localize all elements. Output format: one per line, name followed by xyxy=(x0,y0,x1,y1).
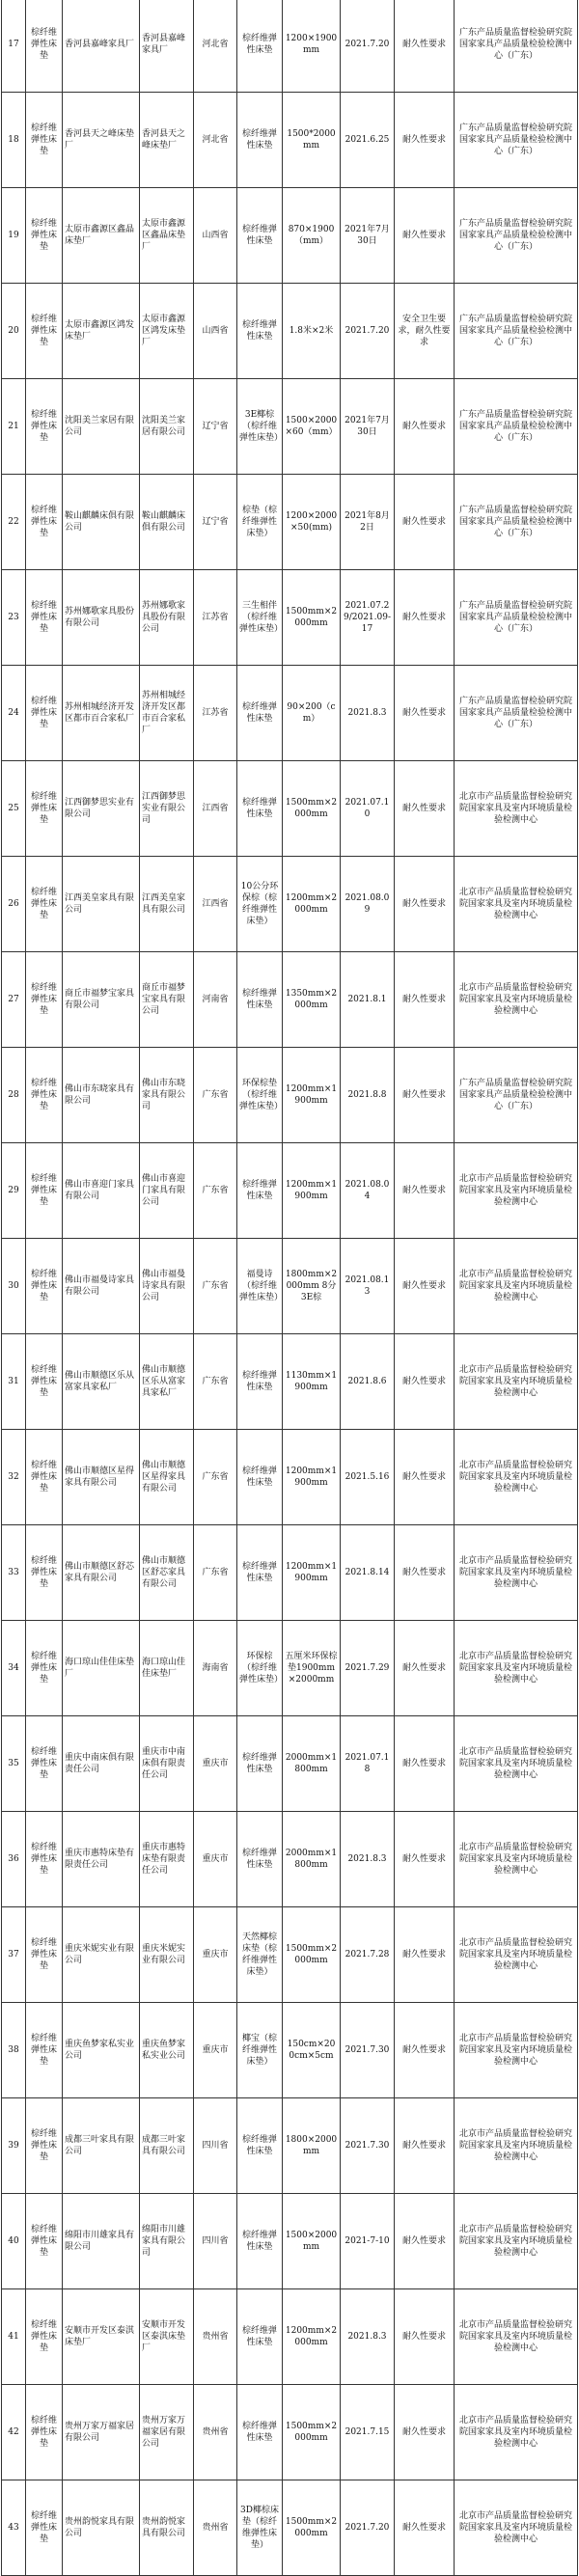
producer-cell: 贵州万家万福家居有限公司 xyxy=(63,2385,140,2480)
model-cell: 环保棕垫（棕纤维弹性床垫） xyxy=(237,1048,283,1143)
inspection-agency-cell: 广东产品质量监督检验研究院国家家具产品质量检验检测中心（广东） xyxy=(455,188,578,284)
province-cell: 广东省 xyxy=(194,1525,237,1621)
row-number-cell: 23 xyxy=(2,570,26,666)
marked-producer-cell: 江西御梦思实业有限公司 xyxy=(140,761,194,857)
row-number-cell: 37 xyxy=(2,1907,26,2003)
table-body xyxy=(2,0,578,2576)
failed-item-cell: 耐久性要求 xyxy=(395,1716,455,1812)
production-date-cell: 2021.5.16 xyxy=(341,1430,395,1525)
failed-item-cell: 耐久性要求 xyxy=(395,1143,455,1239)
failed-item-cell: 耐久性要求 xyxy=(395,1812,455,1907)
table-row xyxy=(2,2194,578,2289)
row-number-cell: 40 xyxy=(2,2194,26,2289)
spec-cell: 五厘米环保棕垫1900mm×2000mm xyxy=(283,1621,341,1716)
producer-cell: 贵州韵悦家具有限公司 xyxy=(63,2480,140,2576)
row-number-cell: 24 xyxy=(2,666,26,761)
inspection-agency-cell: 广东产品质量监督检验研究院国家家具产品质量检验检测中心（广东） xyxy=(455,0,578,93)
failed-item-cell: 耐久性要求 xyxy=(395,2003,455,2098)
table-row xyxy=(2,0,578,93)
production-date-cell: 2021.6.25 xyxy=(341,93,395,188)
failed-item-cell: 耐久性要求 xyxy=(395,761,455,857)
producer-cell: 太原市鑫源区鸿发床垫厂 xyxy=(63,284,140,379)
table-row xyxy=(2,2480,578,2576)
row-number-cell: 38 xyxy=(2,2003,26,2098)
spec-cell: 1200×2000×50(mm) xyxy=(283,475,341,570)
failed-item-cell: 耐久性要求 xyxy=(395,379,455,475)
marked-producer-cell: 苏州娜歌家具股份有限公司 xyxy=(140,570,194,666)
production-date-cell: 2021.7.20 xyxy=(341,284,395,379)
product-name-cell: 棕纤维弹性床垫 xyxy=(26,1907,63,2003)
producer-cell: 香河县天之峰床垫厂 xyxy=(63,93,140,188)
inspection-table xyxy=(1,0,578,2576)
product-name-cell: 棕纤维弹性床垫 xyxy=(26,284,63,379)
spec-cell: 1200mm×1900mm xyxy=(283,1525,341,1621)
inspection-agency-cell: 广东产品质量监督检验研究院国家家具产品质量检验检测中心（广东） xyxy=(455,379,578,475)
model-cell: 3E椰棕（棕纤维弹性床垫） xyxy=(237,379,283,475)
model-cell: 棕垫（棕纤维弹性床垫） xyxy=(237,475,283,570)
marked-producer-cell: 沈阳美兰家居有限公司 xyxy=(140,379,194,475)
model-cell: 三生相伴（棕纤维弹性床垫） xyxy=(237,570,283,666)
product-name-cell: 棕纤维弹性床垫 xyxy=(26,1430,63,1525)
inspection-agency-cell: 北京市产品质量监督检验研究院国家家具及室内环境质量检验检测中心 xyxy=(455,1716,578,1812)
province-cell: 山西省 xyxy=(194,188,237,284)
table-row xyxy=(2,284,578,379)
producer-cell: 成都三叶家具有限公司 xyxy=(63,2098,140,2194)
producer-cell: 绵阳市川雄家具有限公司 xyxy=(63,2194,140,2289)
production-date-cell: 2021.07.18 xyxy=(341,1716,395,1812)
inspection-agency-cell: 北京市产品质量监督检验研究院国家家具及室内环境质量检验检测中心 xyxy=(455,1143,578,1239)
model-cell: 棕纤维弹性床垫 xyxy=(237,666,283,761)
table-row xyxy=(2,188,578,284)
row-number-cell: 31 xyxy=(2,1334,26,1430)
producer-cell: 重庆市惠特床垫有限责任公司 xyxy=(63,1812,140,1907)
marked-producer-cell: 贵州万家万福家居有限公司 xyxy=(140,2385,194,2480)
producer-cell: 江西御梦思实业有限公司 xyxy=(63,761,140,857)
spec-cell: 90×200（cm） xyxy=(283,666,341,761)
province-cell: 江西省 xyxy=(194,857,237,952)
producer-cell: 安顺市开发区泰淇床垫厂 xyxy=(63,2289,140,2385)
production-date-cell: 2021.08.13 xyxy=(341,1239,395,1334)
product-name-cell: 棕纤维弹性床垫 xyxy=(26,0,63,93)
marked-producer-cell: 江西美皇家具有限公司 xyxy=(140,857,194,952)
model-cell: 棕纤维弹性床垫 xyxy=(237,0,283,93)
table-row xyxy=(2,1239,578,1334)
province-cell: 广东省 xyxy=(194,1143,237,1239)
inspection-agency-cell: 北京市产品质量监督检验研究院国家家具及室内环境质量检验检测中心 xyxy=(455,2385,578,2480)
producer-cell: 佛山市福曼诗家具有限公司 xyxy=(63,1239,140,1334)
marked-producer-cell: 佛山市顺德区星得家具有限公司 xyxy=(140,1430,194,1525)
inspection-agency-cell: 北京市产品质量监督检验研究院国家家具及室内环境质量检验检测中心 xyxy=(455,1621,578,1716)
production-date-cell: 2021.8.8 xyxy=(341,1048,395,1143)
product-name-cell: 棕纤维弹性床垫 xyxy=(26,1812,63,1907)
failed-item-cell: 耐久性要求 xyxy=(395,2480,455,2576)
production-date-cell: 2021年7月30日 xyxy=(341,379,395,475)
product-name-cell: 棕纤维弹性床垫 xyxy=(26,2194,63,2289)
production-date-cell: 2021.8.3 xyxy=(341,2289,395,2385)
product-name-cell: 棕纤维弹性床垫 xyxy=(26,93,63,188)
producer-cell: 苏州娜歌家具股份有限公司 xyxy=(63,570,140,666)
province-cell: 贵州省 xyxy=(194,2480,237,2576)
failed-item-cell: 耐久性要求 xyxy=(395,1239,455,1334)
inspection-agency-cell: 北京市产品质量监督检验研究院国家家具及室内环境质量检验检测中心 xyxy=(455,1239,578,1334)
province-cell: 山西省 xyxy=(194,284,237,379)
marked-producer-cell: 太原市鑫源区鸿发床垫厂 xyxy=(140,284,194,379)
spec-cell: 1800mm×2000mm 8分3E棕 xyxy=(283,1239,341,1334)
failed-item-cell: 耐久性要求 xyxy=(395,1334,455,1430)
table-row xyxy=(2,1621,578,1716)
marked-producer-cell: 佛山市东晓家具有限公司 xyxy=(140,1048,194,1143)
spec-cell: 1500mm×2000mm xyxy=(283,2385,341,2480)
producer-cell: 苏州相城经济开发区都市百合家私厂 xyxy=(63,666,140,761)
producer-cell: 鞍山麒麟床俱有限公司 xyxy=(63,475,140,570)
spec-cell: 1350mm×2000mm xyxy=(283,952,341,1048)
table-row xyxy=(2,1907,578,2003)
inspection-agency-cell: 北京市产品质量监督检验研究院国家家具及室内环境质量检验检测中心 xyxy=(455,857,578,952)
row-number-cell: 36 xyxy=(2,1812,26,1907)
failed-item-cell: 耐久性要求 xyxy=(395,2194,455,2289)
row-number-cell: 28 xyxy=(2,1048,26,1143)
row-number-cell: 32 xyxy=(2,1430,26,1525)
table-row xyxy=(2,2385,578,2480)
marked-producer-cell: 重庆市中南床俱有限责任公司 xyxy=(140,1716,194,1812)
product-name-cell: 棕纤维弹性床垫 xyxy=(26,2289,63,2385)
marked-producer-cell: 佛山市福曼诗家具有限公司 xyxy=(140,1239,194,1334)
production-date-cell: 2021年8月2日 xyxy=(341,475,395,570)
province-cell: 河北省 xyxy=(194,93,237,188)
table-row xyxy=(2,761,578,857)
producer-cell: 重庆中南床俱有限责任公司 xyxy=(63,1716,140,1812)
table-row xyxy=(2,2098,578,2194)
spec-cell: 1500mm×2000mm xyxy=(283,761,341,857)
province-cell: 重庆市 xyxy=(194,1907,237,2003)
failed-item-cell: 耐久性要求 xyxy=(395,2289,455,2385)
marked-producer-cell: 苏州相城经济开发区都市百合家私厂 xyxy=(140,666,194,761)
model-cell: 棕纤维弹性床垫 xyxy=(237,1334,283,1430)
spec-cell: 1500*2000mm xyxy=(283,93,341,188)
failed-item-cell: 耐久性要求 xyxy=(395,666,455,761)
spec-cell: 2000mm×1800mm xyxy=(283,1812,341,1907)
failed-item-cell: 耐久性要求 xyxy=(395,188,455,284)
producer-cell: 沈阳美兰家居有限公司 xyxy=(63,379,140,475)
production-date-cell: 2021.8.3 xyxy=(341,666,395,761)
model-cell: 环保棕（棕纤维弹性床垫） xyxy=(237,1621,283,1716)
product-name-cell: 棕纤维弹性床垫 xyxy=(26,857,63,952)
marked-producer-cell: 佛山市喜迎门家具有限公司 xyxy=(140,1143,194,1239)
producer-cell: 商丘市福梦宝家具有限公司 xyxy=(63,952,140,1048)
inspection-agency-cell: 北京市产品质量监督检验研究院国家家具及室内环境质量检验检测中心 xyxy=(455,1812,578,1907)
production-date-cell: 2021.07.29/2021.09-17 xyxy=(341,570,395,666)
province-cell: 广东省 xyxy=(194,1239,237,1334)
production-date-cell: 2021.8.6 xyxy=(341,1334,395,1430)
row-number-cell: 43 xyxy=(2,2480,26,2576)
producer-cell: 重庆米妮实业有限公司 xyxy=(63,1907,140,2003)
marked-producer-cell: 香河县天之峰床垫厂 xyxy=(140,93,194,188)
failed-item-cell: 耐久性要求 xyxy=(395,952,455,1048)
producer-cell: 江西美皇家具有限公司 xyxy=(63,857,140,952)
row-number-cell: 25 xyxy=(2,761,26,857)
product-name-cell: 棕纤维弹性床垫 xyxy=(26,1621,63,1716)
spec-cell: 1200mm×2000mm xyxy=(283,2289,341,2385)
inspection-agency-cell: 北京市产品质量监督检验研究院国家家具及室内环境质量检验检测中心 xyxy=(455,2289,578,2385)
production-date-cell: 2021.7.29 xyxy=(341,1621,395,1716)
spec-cell: 1200mm×1900mm xyxy=(283,1143,341,1239)
marked-producer-cell: 鞍山麒麟床俱有限公司 xyxy=(140,475,194,570)
inspection-agency-cell: 广东产品质量监督检验研究院国家家具产品质量检验检测中心（广东） xyxy=(455,666,578,761)
product-name-cell: 棕纤维弹性床垫 xyxy=(26,2480,63,2576)
model-cell: 棕纤维弹性床垫 xyxy=(237,284,283,379)
table-row xyxy=(2,666,578,761)
spec-cell: 870×1900（mm） xyxy=(283,188,341,284)
inspection-agency-cell: 北京市产品质量监督检验研究院国家家具及室内环境质量检验检测中心 xyxy=(455,2098,578,2194)
province-cell: 贵州省 xyxy=(194,2385,237,2480)
production-date-cell: 2021.7.20 xyxy=(341,0,395,93)
production-date-cell: 2021.07.10 xyxy=(341,761,395,857)
marked-producer-cell: 重庆鱼梦家私实业公司 xyxy=(140,2003,194,2098)
failed-item-cell: 耐久性要求 xyxy=(395,475,455,570)
table-row xyxy=(2,2003,578,2098)
failed-item-cell: 耐久性要求 xyxy=(395,857,455,952)
province-cell: 江苏省 xyxy=(194,570,237,666)
marked-producer-cell: 重庆米妮实业有限公司 xyxy=(140,1907,194,2003)
marked-producer-cell: 佛山市顺德区乐从富家具家私厂 xyxy=(140,1334,194,1430)
model-cell: 棕纤维弹性床垫 xyxy=(237,761,283,857)
spec-cell: 1200×1900mm xyxy=(283,0,341,93)
inspection-agency-cell: 广东产品质量监督检验研究院国家家具产品质量检验检测中心（广东） xyxy=(455,1048,578,1143)
marked-producer-cell: 成都三叶家具有限公司 xyxy=(140,2098,194,2194)
row-number-cell: 35 xyxy=(2,1716,26,1812)
table-row xyxy=(2,952,578,1048)
production-date-cell: 2021.08.09 xyxy=(341,857,395,952)
table-row xyxy=(2,857,578,952)
model-cell: 3D椰棕床垫（棕纤维弹性床垫） xyxy=(237,2480,283,2576)
province-cell: 广东省 xyxy=(194,1430,237,1525)
producer-cell: 佛山市东晓家具有限公司 xyxy=(63,1048,140,1143)
production-date-cell: 2021.08.04 xyxy=(341,1143,395,1239)
inspection-agency-cell: 北京市产品质量监督检验研究院国家家具及室内环境质量检验检测中心 xyxy=(455,952,578,1048)
row-number-cell: 30 xyxy=(2,1239,26,1334)
inspection-agency-cell: 广东产品质量监督检验研究院国家家具产品质量检验检测中心（广东） xyxy=(455,475,578,570)
producer-cell: 佛山市顺德区乐从富家具家私厂 xyxy=(63,1334,140,1430)
table-row xyxy=(2,570,578,666)
table-row xyxy=(2,1716,578,1812)
production-date-cell: 2021.7.15 xyxy=(341,2385,395,2480)
producer-cell: 佛山市喜迎门家具有限公司 xyxy=(63,1143,140,1239)
row-number-cell: 33 xyxy=(2,1525,26,1621)
table-row xyxy=(2,1812,578,1907)
product-name-cell: 棕纤维弹性床垫 xyxy=(26,1239,63,1334)
row-number-cell: 18 xyxy=(2,93,26,188)
row-number-cell: 26 xyxy=(2,857,26,952)
row-number-cell: 41 xyxy=(2,2289,26,2385)
marked-producer-cell: 重庆市惠特床垫有限责任公司 xyxy=(140,1812,194,1907)
model-cell: 棕纤维弹性床垫 xyxy=(237,1430,283,1525)
model-cell: 棕纤维弹性床垫 xyxy=(237,2098,283,2194)
spec-cell: 1800×2000mm xyxy=(283,2098,341,2194)
spec-cell: 1500×2000mm xyxy=(283,2194,341,2289)
spec-cell: 150cm×200cm×5cm xyxy=(283,2003,341,2098)
row-number-cell: 20 xyxy=(2,284,26,379)
failed-item-cell: 耐久性要求 xyxy=(395,570,455,666)
inspection-agency-cell: 广东产品质量监督检验研究院国家家具产品质量检验检测中心（广东） xyxy=(455,93,578,188)
product-name-cell: 棕纤维弹性床垫 xyxy=(26,952,63,1048)
failed-item-cell: 耐久性要求 xyxy=(395,1048,455,1143)
model-cell: 棕纤维弹性床垫 xyxy=(237,93,283,188)
province-cell: 重庆市 xyxy=(194,1716,237,1812)
province-cell: 广东省 xyxy=(194,1334,237,1430)
model-cell: 棕纤维弹性床垫 xyxy=(237,188,283,284)
marked-producer-cell: 太原市鑫源区鑫晶床垫厂 xyxy=(140,188,194,284)
marked-producer-cell: 安顺市开发区泰淇床垫厂 xyxy=(140,2289,194,2385)
province-cell: 海南省 xyxy=(194,1621,237,1716)
production-date-cell: 2021.8.3 xyxy=(341,1812,395,1907)
spec-cell: 1500mm×2000mm xyxy=(283,570,341,666)
failed-item-cell: 耐久性要求 xyxy=(395,0,455,93)
province-cell: 河北省 xyxy=(194,0,237,93)
failed-item-cell: 安全卫生要求，耐久性要求 xyxy=(395,284,455,379)
producer-cell: 海口琼山佳佳床垫厂 xyxy=(63,1621,140,1716)
product-name-cell: 棕纤维弹性床垫 xyxy=(26,475,63,570)
producer-cell: 佛山市顺德区星得家具有限公司 xyxy=(63,1430,140,1525)
province-cell: 四川省 xyxy=(194,2194,237,2289)
production-date-cell: 2021.7.30 xyxy=(341,2098,395,2194)
product-name-cell: 棕纤维弹性床垫 xyxy=(26,1334,63,1430)
inspection-agency-cell: 广东产品质量监督检验研究院国家家具产品质量检验检测中心（广东） xyxy=(455,284,578,379)
model-cell: 棕纤维弹性床垫 xyxy=(237,952,283,1048)
province-cell: 江西省 xyxy=(194,761,237,857)
model-cell: 棕纤维弹性床垫 xyxy=(237,1716,283,1812)
producer-cell: 太原市鑫源区鑫晶床垫厂 xyxy=(63,188,140,284)
marked-producer-cell: 绵阳市川雄家具有限公司 xyxy=(140,2194,194,2289)
product-name-cell: 棕纤维弹性床垫 xyxy=(26,379,63,475)
province-cell: 贵州省 xyxy=(194,2289,237,2385)
model-cell: 棕纤维弹性床垫 xyxy=(237,2289,283,2385)
inspection-agency-cell: 广东产品质量监督检验研究院国家家具产品质量检验检测中心（广东） xyxy=(455,570,578,666)
province-cell: 河南省 xyxy=(194,952,237,1048)
product-name-cell: 棕纤维弹性床垫 xyxy=(26,2098,63,2194)
product-name-cell: 棕纤维弹性床垫 xyxy=(26,1143,63,1239)
marked-producer-cell: 商丘市福梦宝家具有限公司 xyxy=(140,952,194,1048)
failed-item-cell: 耐久性要求 xyxy=(395,1907,455,2003)
table-row xyxy=(2,475,578,570)
province-cell: 四川省 xyxy=(194,2098,237,2194)
province-cell: 重庆市 xyxy=(194,2003,237,2098)
production-date-cell: 2021.8.14 xyxy=(341,1525,395,1621)
table-row xyxy=(2,379,578,475)
table-row xyxy=(2,2289,578,2385)
province-cell: 广东省 xyxy=(194,1048,237,1143)
row-number-cell: 42 xyxy=(2,2385,26,2480)
failed-item-cell: 耐久性要求 xyxy=(395,1621,455,1716)
producer-cell: 重庆鱼梦家私实业公司 xyxy=(63,2003,140,2098)
failed-item-cell: 耐久性要求 xyxy=(395,93,455,188)
model-cell: 棕纤维弹性床垫 xyxy=(237,1143,283,1239)
model-cell: 棕纤维弹性床垫 xyxy=(237,2194,283,2289)
row-number-cell: 22 xyxy=(2,475,26,570)
product-name-cell: 棕纤维弹性床垫 xyxy=(26,570,63,666)
inspection-agency-cell: 北京市产品质量监督检验研究院国家家具及室内环境质量检验检测中心 xyxy=(455,1525,578,1621)
producer-cell: 佛山市顺德区舒芯家具有限公司 xyxy=(63,1525,140,1621)
inspection-agency-cell: 北京市产品质量监督检验研究院国家家具及室内环境质量检验检测中心 xyxy=(455,2003,578,2098)
row-number-cell: 34 xyxy=(2,1621,26,1716)
table-row xyxy=(2,1525,578,1621)
model-cell: 棕纤维弹性床垫 xyxy=(237,1525,283,1621)
failed-item-cell: 耐久性要求 xyxy=(395,1525,455,1621)
spec-cell: 1200mm×1900mm xyxy=(283,1430,341,1525)
row-number-cell: 17 xyxy=(2,0,26,93)
table-row xyxy=(2,93,578,188)
model-cell: 棕纤维弹性床垫 xyxy=(237,2385,283,2480)
province-cell: 重庆市 xyxy=(194,1812,237,1907)
inspection-agency-cell: 北京市产品质量监督检验研究院国家家具及室内环境质量检验检测中心 xyxy=(455,2480,578,2576)
inspection-agency-cell: 北京市产品质量监督检验研究院国家家具及室内环境质量检验检测中心 xyxy=(455,1907,578,2003)
production-date-cell: 2021-7-10 xyxy=(341,2194,395,2289)
spec-cell: 2000mm×1800mm xyxy=(283,1716,341,1812)
spec-cell: 1200mm×1900mm xyxy=(283,1048,341,1143)
spec-cell: 1.8米×2米 xyxy=(283,284,341,379)
province-cell: 江苏省 xyxy=(194,666,237,761)
product-name-cell: 棕纤维弹性床垫 xyxy=(26,761,63,857)
producer-cell: 香河县嘉峰家具厂 xyxy=(63,0,140,93)
model-cell: 10公分环保棕（棕纤维弹性床垫） xyxy=(237,857,283,952)
spec-cell: 1500mm×2000mm xyxy=(283,2480,341,2576)
model-cell: 福曼诗（棕纤维弹性床垫） xyxy=(237,1239,283,1334)
table-row xyxy=(2,1143,578,1239)
production-date-cell: 2021年7月30日 xyxy=(341,188,395,284)
production-date-cell: 2021.7.28 xyxy=(341,1907,395,2003)
row-number-cell: 29 xyxy=(2,1143,26,1239)
model-cell: 天然椰棕床垫（棕纤维弹性床垫） xyxy=(237,1907,283,2003)
production-date-cell: 2021.7.20 xyxy=(341,2480,395,2576)
product-name-cell: 棕纤维弹性床垫 xyxy=(26,2385,63,2480)
table-row xyxy=(2,1048,578,1143)
inspection-agency-cell: 北京市产品质量监督检验研究院国家家具及室内环境质量检验检测中心 xyxy=(455,1334,578,1430)
marked-producer-cell: 香河县嘉峰家具厂 xyxy=(140,0,194,93)
production-date-cell: 2021.8.1 xyxy=(341,952,395,1048)
product-name-cell: 棕纤维弹性床垫 xyxy=(26,2003,63,2098)
spec-cell: 1130mm×1900mm xyxy=(283,1334,341,1430)
province-cell: 辽宁省 xyxy=(194,475,237,570)
product-name-cell: 棕纤维弹性床垫 xyxy=(26,188,63,284)
row-number-cell: 19 xyxy=(2,188,26,284)
row-number-cell: 39 xyxy=(2,2098,26,2194)
production-date-cell: 2021.7.30 xyxy=(341,2003,395,2098)
table-row xyxy=(2,1430,578,1525)
marked-producer-cell: 贵州韵悦家具有限公司 xyxy=(140,2480,194,2576)
marked-producer-cell: 佛山市顺德区舒芯家具有限公司 xyxy=(140,1525,194,1621)
failed-item-cell: 耐久性要求 xyxy=(395,1430,455,1525)
product-name-cell: 棕纤维弹性床垫 xyxy=(26,666,63,761)
failed-item-cell: 耐久性要求 xyxy=(395,2098,455,2194)
inspection-agency-cell: 北京市产品质量监督检验研究院国家家具及室内环境质量检验检测中心 xyxy=(455,2194,578,2289)
spec-cell: 1500×2000×60（mm） xyxy=(283,379,341,475)
row-number-cell: 21 xyxy=(2,379,26,475)
model-cell: 椰宝（棕纤维弹性床垫） xyxy=(237,2003,283,2098)
product-name-cell: 棕纤维弹性床垫 xyxy=(26,1048,63,1143)
marked-producer-cell: 海口琼山佳佳床垫厂 xyxy=(140,1621,194,1716)
row-number-cell: 27 xyxy=(2,952,26,1048)
product-name-cell: 棕纤维弹性床垫 xyxy=(26,1716,63,1812)
inspection-agency-cell: 北京市产品质量监督检验研究院国家家具及室内环境质量检验检测中心 xyxy=(455,761,578,857)
model-cell: 棕纤维弹性床垫 xyxy=(237,1812,283,1907)
inspection-agency-cell: 北京市产品质量监督检验研究院国家家具及室内环境质量检验检测中心 xyxy=(455,1430,578,1525)
province-cell: 辽宁省 xyxy=(194,379,237,475)
failed-item-cell: 耐久性要求 xyxy=(395,2385,455,2480)
product-name-cell: 棕纤维弹性床垫 xyxy=(26,1525,63,1621)
table-row xyxy=(2,1334,578,1430)
spec-cell: 1500mm×2000mm xyxy=(283,1907,341,2003)
spec-cell: 1200mm×2000mm xyxy=(283,857,341,952)
